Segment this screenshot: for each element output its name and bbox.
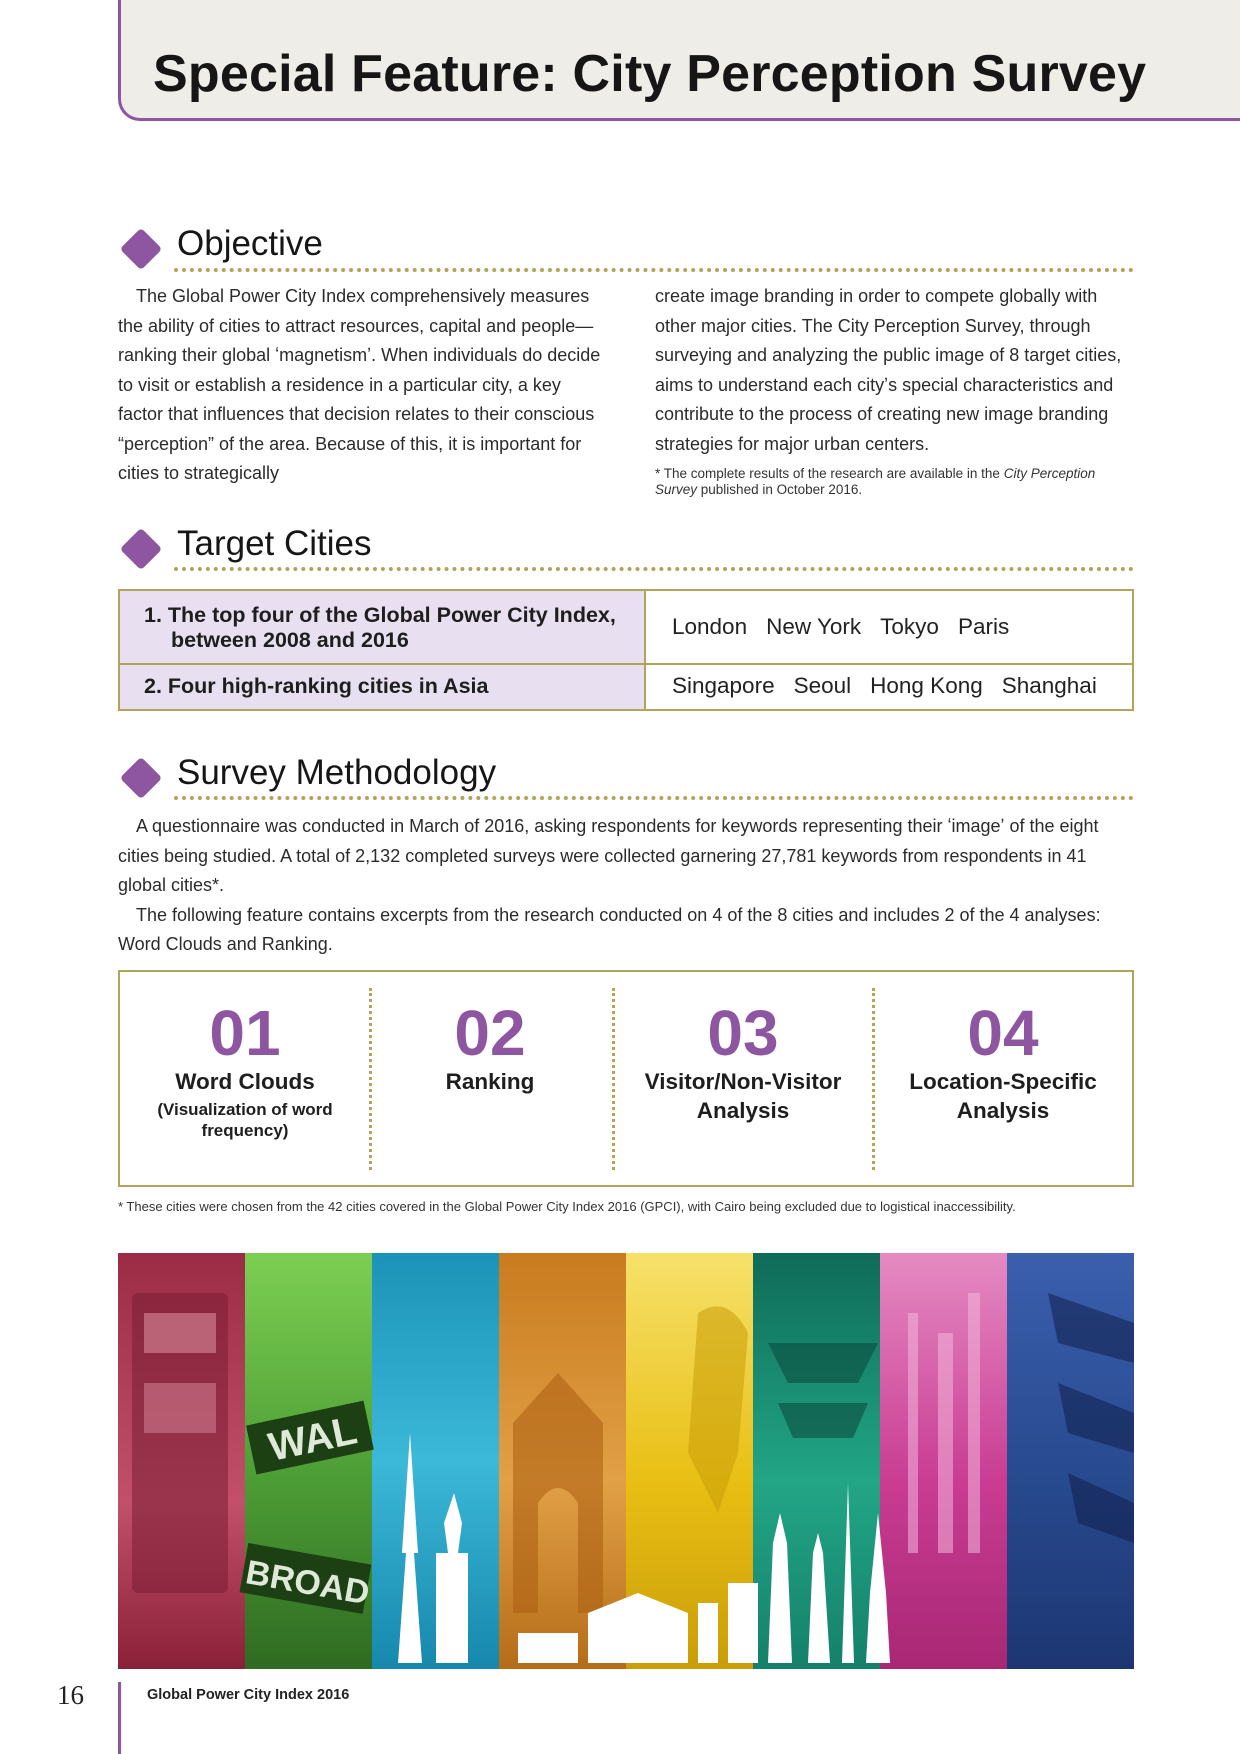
footer-rule xyxy=(118,1682,121,1754)
analysis-item-ranking: 02 Ranking xyxy=(445,997,535,1094)
methodology-footnote: * These cities were chosen from the 42 cities covered in the Global Power City Index 2016 (GPCI), with Cairo being excluded due to logistical inaccessibility. xyxy=(118,1199,1016,1214)
page-number: 16 xyxy=(57,1680,84,1710)
divider xyxy=(612,988,615,1170)
city-photo-collage xyxy=(118,1253,1134,1669)
target-cities-table xyxy=(118,589,1134,711)
diamond-bullet-icon xyxy=(120,228,162,270)
analysis-item-word-clouds: 01 Word Clouds (Visualization of word frequency) xyxy=(157,997,333,1140)
skyline-silhouette-illustration xyxy=(118,1253,1134,1669)
row-label: 2. Four high-ranking cities in Asia xyxy=(120,665,646,709)
section-title: Objective xyxy=(177,224,323,263)
analysis-item-visitor: 03 Visitor/Non-Visitor Analysis xyxy=(644,997,842,1123)
row-label: 1. The top four of the Global Power City Index, between 2008 and 2016 xyxy=(120,591,646,663)
footer-publication-title: Global Power City Index 2016 xyxy=(147,1687,350,1703)
row-cities: Singapore Seoul Hong Kong Shanghai xyxy=(672,673,1097,698)
objective-left-paragraph: The Global Power City Index comprehensively measures the ability of cities to attract resources, capital and people—ranking their global ʻmagnetismʼ. When individuals do decide to visit or establish a residence in a particular city, a key factor that influences that decision relates to their conscious “perception” of the area. Because of this, it is important for cities to strategically xyxy=(118,286,601,483)
section-title: Survey Methodology xyxy=(177,753,497,792)
analysis-item-location: 04 Location-Specific Analysis xyxy=(909,997,1097,1123)
section-divider xyxy=(174,567,1134,571)
sign-broadway: BROAD xyxy=(242,1553,373,1613)
methodology-paragraph: A questionnaire was conducted in March of 2016, asking respondents for keywords representing their ʻimageʼ of the eight cities being studied. A total of 2,132 completed surveys were collected garnering 27,781 keywords from respondents in 41 global cities*. The following feature contains excerpts from the research conducted on 4 of the 8 cities and includes 2 of the 4 analyses: Word Clouds and Ranking. xyxy=(118,816,1101,954)
divider xyxy=(872,988,875,1170)
section-divider xyxy=(174,268,1134,272)
page-title: Special Feature: City Perception Survey xyxy=(153,45,1147,103)
diamond-bullet-icon xyxy=(120,757,162,799)
objective-footnote: * The complete results of the research are available in the City Perception Survey published in October 2016. xyxy=(655,466,1096,497)
table-row xyxy=(120,591,1132,665)
section-divider xyxy=(174,796,1134,800)
analyses-box xyxy=(118,970,1134,1187)
diamond-bullet-icon xyxy=(120,528,162,570)
table-row xyxy=(120,665,1132,709)
divider xyxy=(369,988,372,1170)
sign-wall-street: WAL xyxy=(264,1408,361,1470)
objective-right-paragraph: create image branding in order to compete globally with other major cities. The City Perception Survey, through surveying and analyzing the public image of 8 target cities, aims to understand each cityʼs special characteristics and contribute to the process of creating new image branding strategies for major urban centers. xyxy=(655,286,1122,454)
section-title: Target Cities xyxy=(177,524,372,563)
row-cities: London New York Tokyo Paris xyxy=(672,614,1010,639)
